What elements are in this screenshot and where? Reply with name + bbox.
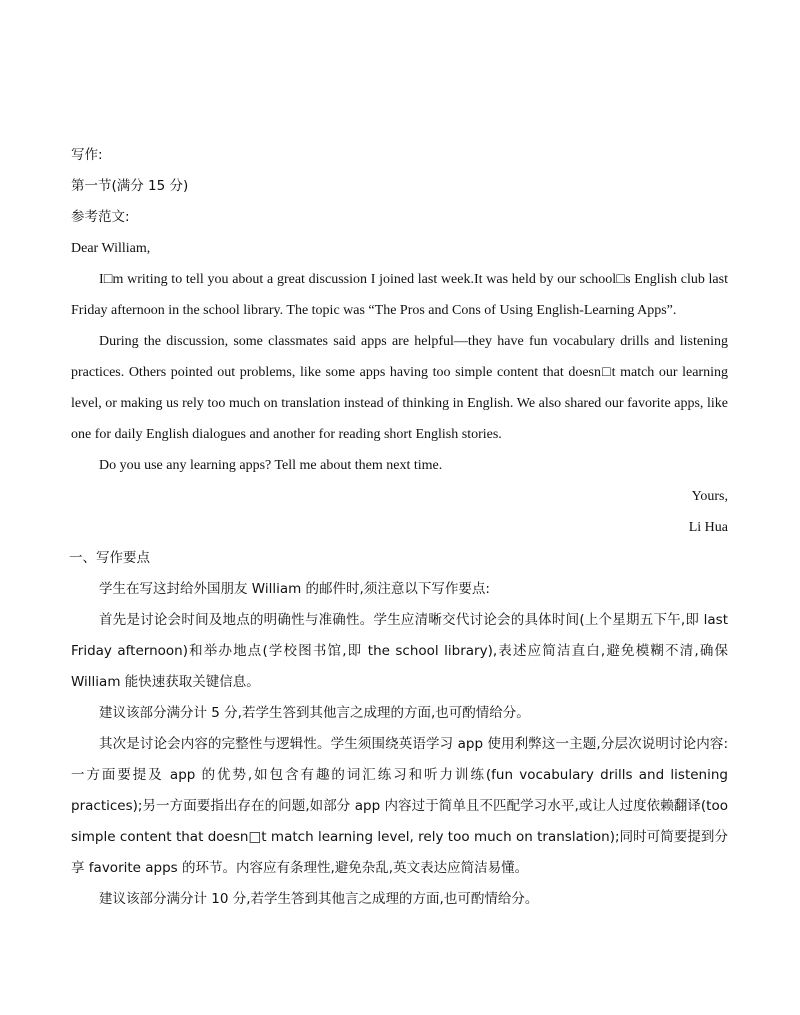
letter-greeting: Dear William, bbox=[71, 241, 151, 256]
letter-signature: Li Hua bbox=[688, 520, 728, 535]
document-page bbox=[71, 140, 728, 915]
reference-label: 参考范文: bbox=[71, 209, 130, 225]
guide-heading: 一、写作要点 bbox=[69, 550, 150, 566]
letter-paragraph-3: Do you use any learning apps? Tell me about them next time. bbox=[99, 458, 443, 473]
guide-intro: 学生在写这封给外国朋友 William 的邮件时,须注意以下写作要点: bbox=[99, 581, 490, 597]
letter-closing: Yours, bbox=[691, 489, 728, 504]
guide-score-2: 建议该部分满分计 10 分,若学生答到其他言之成理的方面,也可酌情给分。 bbox=[99, 891, 539, 907]
writing-label: 写作: bbox=[71, 147, 103, 163]
letter-paragraph-2: During the discussion, some classmates said apps are helpful—they have fun vocabulary drills and listening practices. Others pointed out problems, like some apps having too simple content that doesn□t match our learning level, or making us rely too much on translation instead of thinking in English. We also shared our favorite apps, like one for daily English dialogues and another for reading short English stories. bbox=[71, 334, 728, 442]
guide-score-1: 建议该部分满分计 5 分,若学生答到其他言之成理的方面,也可酌情给分。 bbox=[99, 705, 530, 721]
section-label: 第一节(满分 15 分) bbox=[71, 178, 189, 194]
guide-point-2: 其次是讨论会内容的完整性与逻辑性。学生须围绕英语学习 app 使用利弊这一主题,分层次说明讨论内容:一方面要提及 app 的优势,如包含有趣的词汇练习和听力训练(fun vocabulary drills and listening practices);另一方面要指出存在的问题,如部分 app 内容过于简单且不匹配学习水平,或让人过度依赖翻译(too simple content that doesn□t match learning level, rely too much on translation);同时可简要提到分享 favorite apps 的环节。内容应有条理性,避免杂乱,英文表达应简洁易懂。 bbox=[71, 736, 728, 876]
guide-point-1: 首先是讨论会时间及地点的明确性与准确性。学生应清晰交代讨论会的具体时间(上个星期五下午,即 last Friday afternoon)和举办地点(学校图书馆,即 the school library),表述应简洁直白,避免模糊不清,确保 William 能快速获取关键信息。 bbox=[71, 612, 728, 690]
letter-paragraph-1: I□m writing to tell you about a great discussion I joined last week.It was held by our school□s English club last Friday afternoon in the school library. The topic was “The Pros and Cons of Using English-Learning Apps”. bbox=[71, 272, 728, 318]
